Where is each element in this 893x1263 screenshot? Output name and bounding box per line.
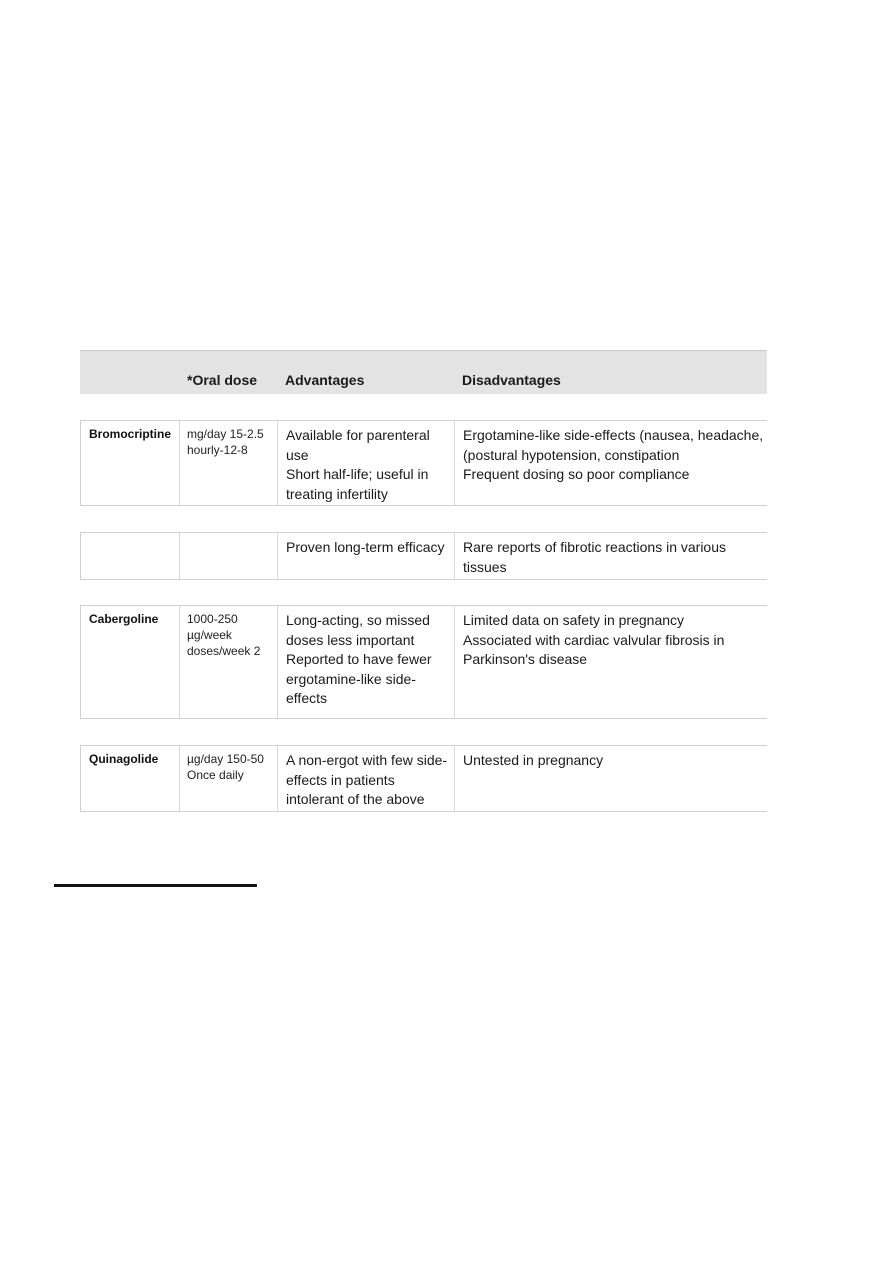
dose-line: µg/day 150-50	[187, 752, 264, 766]
advantage-line: effects in patients	[286, 771, 395, 788]
advantage-line: Long-acting, so missed	[286, 612, 430, 628]
dose-cell	[180, 606, 278, 718]
dose-line: doses/week 2	[187, 644, 261, 658]
disadvantages-cell	[455, 746, 767, 811]
advantages-cell	[278, 606, 455, 718]
advantage-line: effects	[286, 690, 327, 706]
dose-cell	[180, 421, 278, 505]
drug-name: Cabergoline	[89, 612, 159, 626]
advantages-cell	[278, 421, 455, 505]
disadvantages-cell	[455, 533, 767, 579]
table-row-cabergoline	[80, 605, 767, 719]
advantage-line: Short half-life; useful in	[286, 466, 429, 482]
header-disadvantages: Disadvantages	[462, 372, 561, 388]
table-row-bromocriptine	[80, 420, 767, 506]
advantages-cell	[278, 533, 455, 579]
disadvantage-line: Rare reports of fibrotic reactions in various	[463, 539, 726, 555]
disadvantage-line: Associated with cardiac valvular fibrosis in	[463, 631, 725, 648]
footnote-separator-rule	[54, 884, 257, 887]
disadvantage-line: tissues	[463, 558, 507, 575]
advantage-line: Available for parenteral	[286, 427, 430, 443]
dose-cell	[180, 746, 278, 811]
disadvantage-line: Parkinson's disease	[463, 651, 588, 667]
advantage-line: Reported to have fewer	[286, 651, 432, 667]
table-row-quinagolide	[80, 745, 767, 812]
advantage-line: Proven long-term efficacy	[286, 539, 445, 555]
drug-name-cell	[81, 421, 180, 505]
header-advantages: Advantages	[285, 372, 365, 388]
table-header	[80, 350, 767, 394]
disadvantage-line: Ergotamine-like side-effects (nausea, headache,	[463, 427, 764, 443]
drug-name-cell	[81, 533, 180, 579]
drug-name-cell	[81, 746, 180, 811]
disadvantage-line: (postural hypotension, constipation	[463, 446, 680, 463]
table-row-unnamed	[80, 532, 767, 580]
dose-line: mg/day 15-2.5	[187, 427, 264, 441]
header-oral-dose: *Oral dose	[187, 372, 258, 388]
disadvantages-cell	[455, 421, 767, 505]
disadvantage-line: Limited data on safety in pregnancy	[463, 612, 685, 628]
advantages-cell	[278, 746, 455, 811]
advantage-line: intolerant of the above	[286, 791, 425, 807]
advantage-line: A non-ergot with few side-	[286, 752, 448, 768]
advantage-line: use	[286, 446, 309, 463]
disadvantages-cell	[455, 606, 767, 718]
disadvantage-line: Untested in pregnancy	[463, 752, 604, 768]
advantage-line: ergotamine-like side-	[286, 670, 416, 687]
advantage-line: doses less important	[286, 631, 415, 648]
dose-line: Once daily	[187, 768, 244, 782]
dose-line: µg/week	[187, 628, 232, 642]
drug-name: Quinagolide	[89, 752, 159, 766]
advantage-line: treating infertility	[286, 485, 388, 502]
dose-line: hourly-12-8	[187, 443, 248, 457]
drug-name-cell	[81, 606, 180, 718]
disadvantage-line: Frequent dosing so poor compliance	[463, 466, 690, 482]
dose-cell	[180, 533, 278, 579]
drug-name: Bromocriptine	[89, 427, 172, 441]
dose-line: 1000-250	[187, 612, 238, 626]
